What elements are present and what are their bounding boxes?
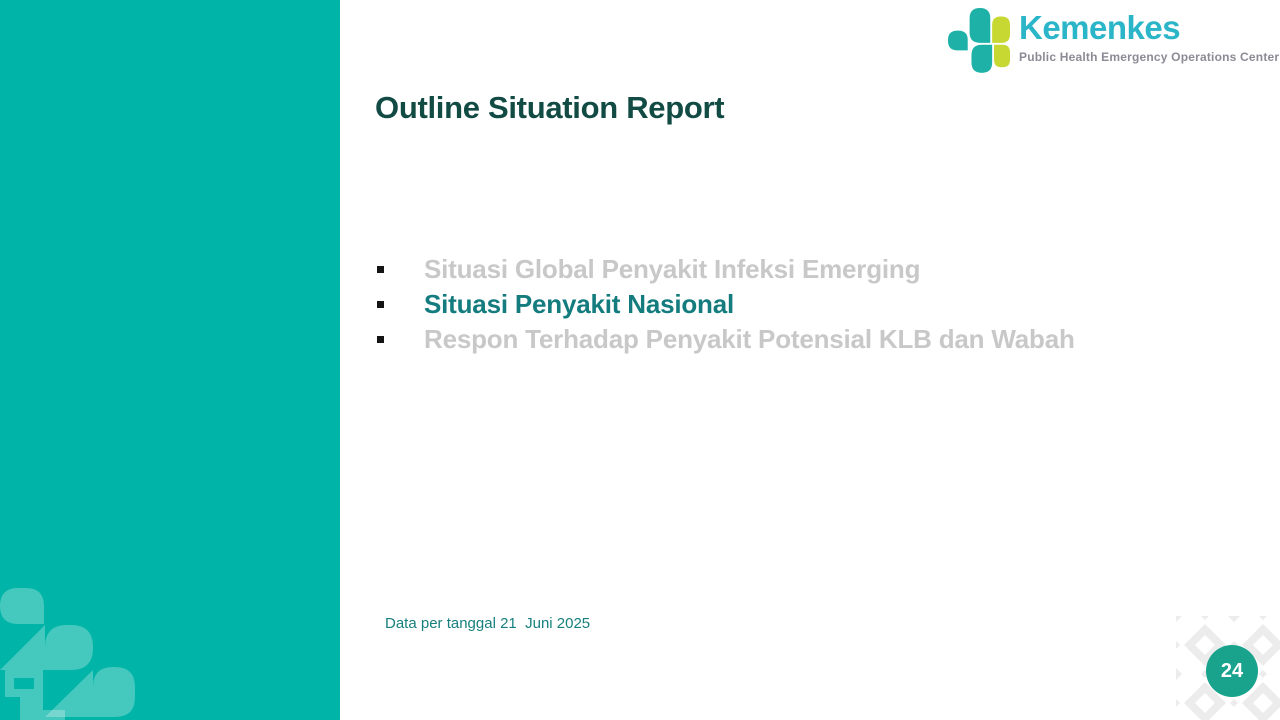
outline-item	[377, 252, 1075, 287]
logo-brand: Kemenkes	[1019, 9, 1181, 46]
square-bullet-icon	[377, 336, 384, 343]
sidebar	[0, 0, 340, 720]
kemenkes-logo-icon	[948, 5, 1010, 75]
square-bullet-icon	[377, 266, 384, 273]
outline-list	[377, 252, 1075, 357]
kemenkes-logo	[948, 5, 1279, 75]
outline-item-label: Situasi Penyakit Nasional	[424, 289, 735, 319]
sidebar-decoration-pattern	[0, 580, 140, 720]
outline-item-label: Situasi Global Penyakit Infeksi Emerging	[424, 254, 921, 284]
outline-item	[377, 322, 1075, 357]
logo-subtitle: Public Health Emergency Operations Center	[1019, 50, 1280, 64]
outline-item-label: Respon Terhadap Penyakit Potensial KLB dan Wabah	[424, 324, 1075, 354]
page-title: Outline Situation Report	[375, 90, 725, 125]
outline-item	[377, 287, 1075, 322]
date-note: Data per tanggal 21 Juni 2025	[385, 615, 591, 632]
square-bullet-icon	[377, 301, 384, 308]
page-number-badge: 24	[1206, 645, 1258, 697]
logo-text	[1019, 5, 1279, 64]
